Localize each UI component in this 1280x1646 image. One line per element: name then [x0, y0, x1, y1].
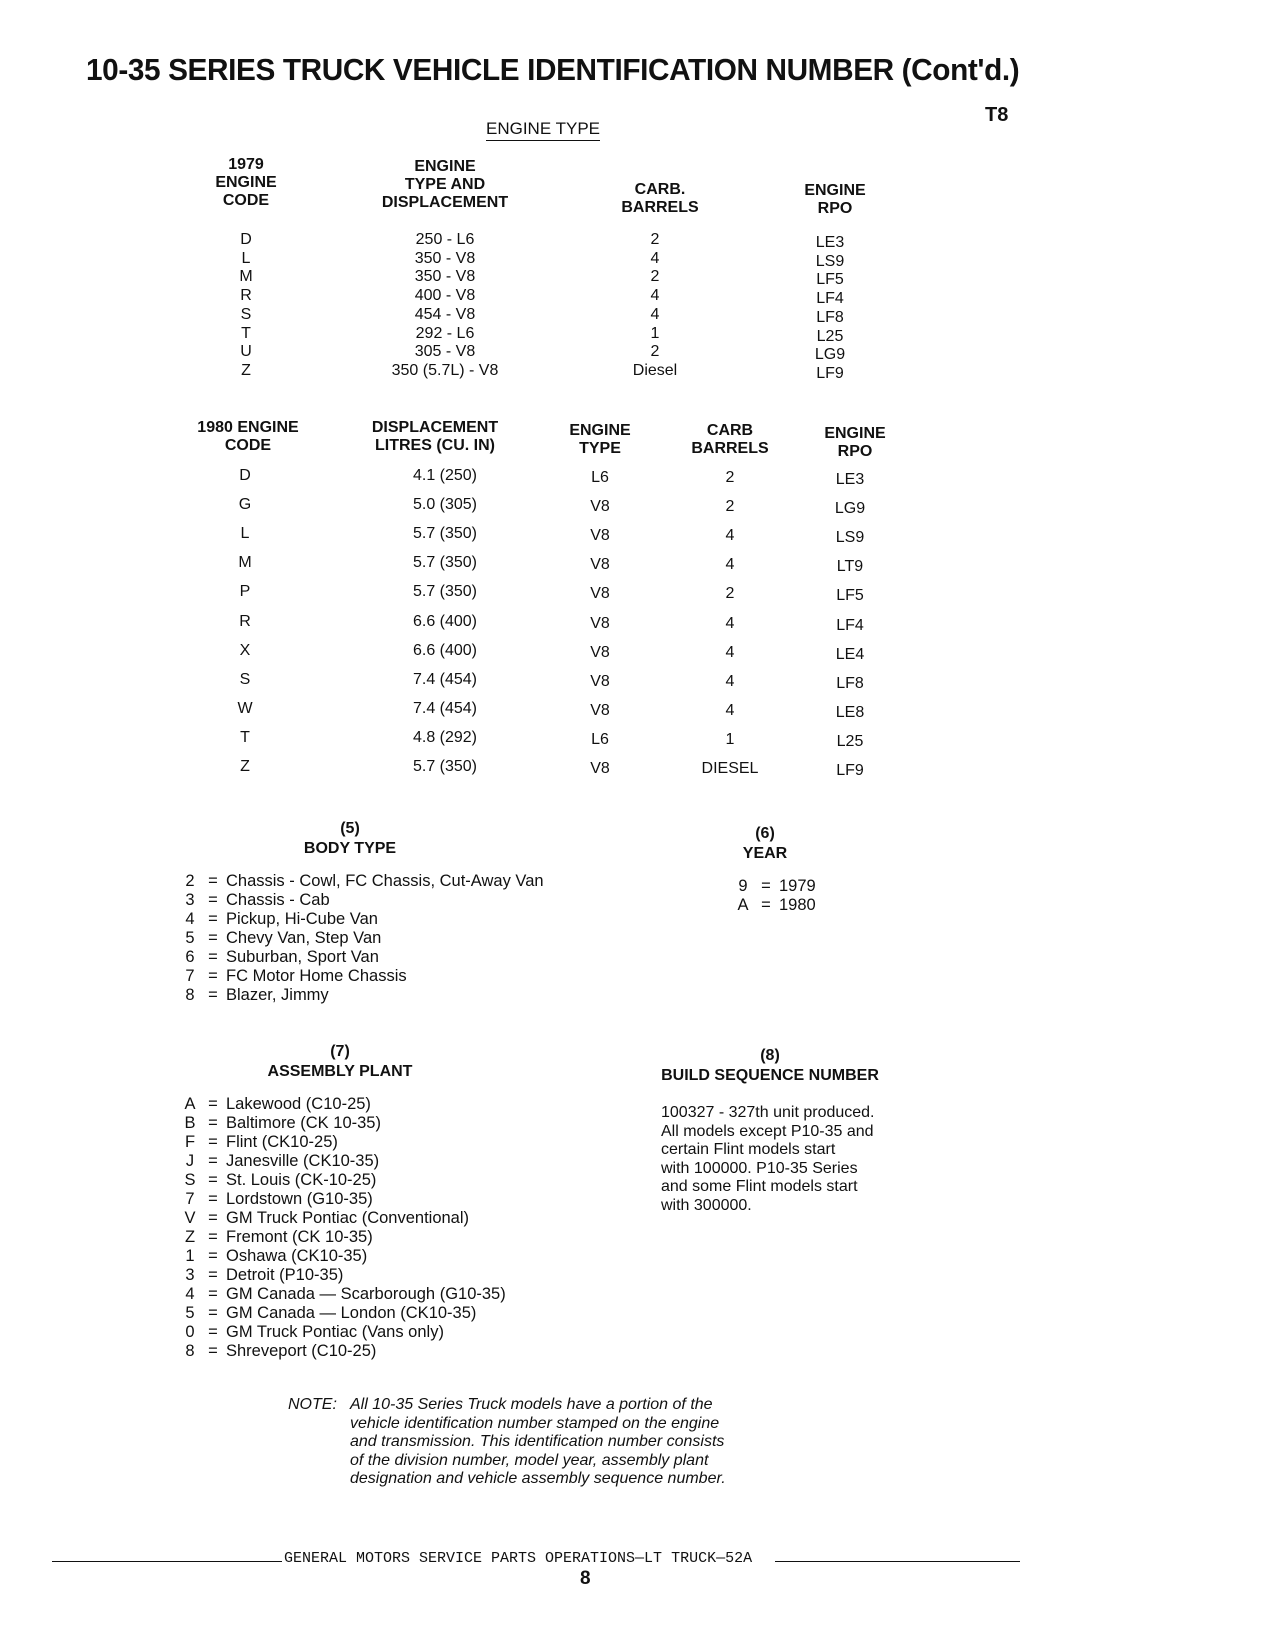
body-type-list	[180, 872, 544, 1005]
year-title: YEAR	[742, 845, 788, 862]
equals-sign: =	[208, 1266, 218, 1284]
list-item-value: St. Louis (CK-10-25)	[226, 1171, 377, 1189]
engine-type-cell: V8	[590, 614, 610, 632]
list-item-key: 7	[185, 967, 195, 985]
engine-rpo-cell: LF4	[816, 290, 844, 308]
list-item-value: Chassis - Cowl, FC Chassis, Cut-Away Van	[226, 872, 544, 890]
displacement-cell: 4.1 (250)	[412, 467, 478, 484]
engine-type-cell: V8	[590, 498, 610, 516]
list-item-value: Fremont (CK 10-35)	[226, 1228, 373, 1246]
carb-barrels-cell: 4	[725, 643, 735, 661]
list-item-key: 4	[185, 1285, 195, 1303]
displacement-cell: 4.8 (292)	[412, 728, 478, 746]
header-1980-carb: CARB BARRELS	[691, 422, 769, 457]
list-item	[180, 1285, 506, 1304]
equals-sign: =	[208, 929, 218, 947]
list-item-value: FC Motor Home Chassis	[226, 967, 407, 985]
carb-barrels-cell: 2	[725, 498, 735, 516]
list-item-value: Chevy Van, Step Van	[226, 929, 382, 947]
engine-code-cell: R	[239, 612, 251, 630]
list-item-value: GM Canada — London (CK10-35)	[226, 1304, 477, 1322]
engine-code-cell: D	[239, 467, 251, 484]
equals-sign: =	[761, 896, 771, 914]
engine-code-cell: W	[237, 699, 253, 717]
assembly-plant-list	[180, 1095, 506, 1361]
list-item	[180, 1323, 506, 1342]
engine-code-cell: T	[241, 324, 251, 342]
note-label: NOTE:	[288, 1396, 337, 1413]
year-list	[733, 877, 816, 915]
list-item-value: Blazer, Jimmy	[226, 986, 329, 1004]
list-item	[180, 1304, 506, 1323]
list-item-key: 8	[185, 986, 195, 1004]
list-item-key: 0	[185, 1323, 195, 1341]
body-type-heading	[255, 819, 445, 859]
list-item-value: 1979	[779, 877, 816, 895]
engine-type-cell: V8	[590, 701, 610, 719]
year-heading	[715, 824, 815, 864]
list-item	[180, 1095, 506, 1114]
list-item	[180, 1190, 506, 1209]
engine-type-cell: L6	[591, 730, 609, 748]
carb-barrels-cell: 4	[725, 701, 735, 719]
engine-rpo-cell: L25	[816, 327, 844, 345]
page-number: 8	[580, 1568, 591, 1589]
list-item-key: 5	[185, 1304, 195, 1322]
list-item	[180, 1114, 506, 1133]
engine-type-cell: 454 - V8	[414, 305, 476, 323]
carb-barrels-cell: 4	[650, 249, 660, 267]
engine-code-cell: X	[239, 641, 251, 659]
list-item-key: 8	[185, 1342, 195, 1360]
engine-type-cell: V8	[590, 643, 610, 661]
list-item	[733, 877, 816, 896]
list-item-value: Oshawa (CK10-35)	[226, 1247, 368, 1265]
list-item-value: Janesville (CK10-35)	[226, 1152, 380, 1170]
note	[288, 1396, 726, 1489]
engine-type-cell: 350 - V8	[414, 268, 476, 286]
equals-sign: =	[208, 1171, 218, 1189]
engine-rpo-cell: LT9	[836, 558, 864, 576]
equals-sign: =	[761, 877, 771, 895]
engine-type-heading: ENGINE TYPE	[486, 119, 600, 141]
list-item-key: 3	[185, 891, 195, 909]
list-item-key: Z	[184, 1228, 196, 1246]
equals-sign: =	[208, 1209, 218, 1227]
engine-type-cell: L6	[591, 469, 609, 486]
list-item	[733, 896, 816, 915]
list-item-key: 9	[738, 877, 748, 895]
engine-code-cell: Z	[241, 361, 251, 379]
engine-type-cell: 350 - V8	[414, 249, 476, 267]
displacement-cell: 5.0 (305)	[412, 496, 478, 514]
engine-code-cell: G	[238, 496, 252, 514]
engine-rpo-cell: LE3	[815, 234, 845, 251]
engine-rpo-cell: LF5	[816, 271, 844, 289]
header-1980-code: 1980 ENGINE CODE	[197, 419, 299, 454]
engine-type-cell: 350 (5.7L) - V8	[391, 361, 499, 379]
build-sequence-title: BUILD SEQUENCE NUMBER	[661, 1067, 879, 1084]
list-item-value: 1980	[779, 896, 816, 914]
engine-code-cell: M	[238, 554, 252, 572]
carb-barrels-cell: 4	[650, 305, 660, 323]
header-1979-carb: CARB. BARRELS	[621, 181, 699, 216]
note-text: All 10-35 Series Truck models have a portion of the vehicle identification number stamped on the engine and transmission. This identification number consists of the division number, model year, assembly plant designation and vehicle assembly sequence number.	[350, 1396, 726, 1487]
carb-barrels-cell: 4	[725, 614, 735, 632]
engine-code-cell: Z	[240, 758, 250, 775]
equals-sign: =	[208, 1152, 218, 1170]
engine-rpo-cell: LG9	[814, 346, 846, 364]
carb-barrels-cell: 2	[650, 231, 660, 248]
list-item-key: 6	[185, 948, 195, 966]
header-1979-type: ENGINE TYPE AND DISPLACEMENT	[381, 158, 509, 211]
list-item	[180, 872, 544, 891]
engine-rpo-cell: LE8	[835, 703, 865, 721]
engine-type-cell: 305 - V8	[414, 343, 476, 361]
list-item	[180, 1209, 506, 1228]
carb-barrels-cell: DIESEL	[701, 760, 759, 777]
list-item	[180, 1152, 506, 1171]
equals-sign: =	[208, 986, 218, 1004]
list-item-value: GM Truck Pontiac (Vans only)	[226, 1323, 444, 1341]
engine-code-cell: M	[239, 268, 253, 286]
list-item-value: Baltimore (CK 10-35)	[226, 1114, 381, 1132]
carb-barrels-cell: Diesel	[632, 361, 678, 379]
carb-barrels-cell: 1	[725, 730, 735, 748]
equals-sign: =	[208, 967, 218, 985]
displacement-cell: 5.7 (350)	[412, 758, 478, 775]
engine-rpo-cell: LF8	[816, 308, 844, 326]
engine-rpo-cell: LS9	[835, 529, 865, 547]
list-item-key: 7	[185, 1190, 195, 1208]
list-item-key: V	[184, 1209, 196, 1227]
header-1980-type: ENGINE TYPE	[569, 422, 631, 457]
list-item-value: Flint (CK10-25)	[226, 1133, 338, 1151]
list-item	[180, 1266, 506, 1285]
engine-type-cell: V8	[590, 760, 610, 777]
footer-rule-left	[52, 1561, 282, 1562]
equals-sign: =	[208, 1285, 218, 1303]
list-item-key: B	[184, 1114, 196, 1132]
list-item-key: 2	[185, 872, 195, 890]
list-item-value: Lordstown (G10-35)	[226, 1190, 373, 1208]
engine-code-cell: U	[240, 343, 252, 361]
list-item-key: 1	[185, 1247, 195, 1265]
list-item	[180, 967, 544, 986]
engine-code-cell: R	[240, 287, 252, 305]
list-item	[180, 929, 544, 948]
engine-code-cell: P	[239, 583, 251, 601]
header-1979-rpo: ENGINE RPO	[804, 182, 866, 217]
list-item-value: GM Truck Pontiac (Conventional)	[226, 1209, 470, 1227]
list-item-value: Suburban, Sport Van	[226, 948, 379, 966]
engine-code-cell: S	[239, 670, 251, 688]
equals-sign: =	[208, 1114, 218, 1132]
assembly-plant-heading	[240, 1042, 440, 1082]
carb-barrels-cell: 1	[650, 324, 660, 342]
engine-rpo-cell: LS9	[815, 252, 845, 270]
displacement-cell: 6.6 (400)	[412, 641, 478, 659]
list-item-key: A	[737, 896, 749, 914]
equals-sign: =	[208, 1228, 218, 1246]
equals-sign: =	[208, 1095, 218, 1113]
displacement-cell: 5.7 (350)	[412, 583, 478, 601]
list-item-value: Chassis - Cab	[226, 891, 330, 909]
list-item	[180, 1247, 506, 1266]
engine-rpo-cell: LF9	[816, 364, 844, 382]
engine-type-cell: 292 - L6	[415, 324, 475, 342]
list-item-key: S	[184, 1171, 196, 1189]
engine-rpo-cell: LF5	[836, 587, 864, 605]
carb-barrels-cell: 2	[650, 343, 660, 361]
engine-type-cell: V8	[590, 527, 610, 545]
list-item-value: Pickup, Hi-Cube Van	[226, 910, 378, 928]
carb-barrels-cell: 2	[650, 268, 660, 286]
equals-sign: =	[208, 1304, 218, 1322]
carb-barrels-cell: 2	[725, 585, 735, 603]
list-item-key: 5	[185, 929, 195, 947]
list-item-key: F	[184, 1133, 196, 1151]
carb-barrels-cell: 4	[725, 527, 735, 545]
equals-sign: =	[208, 1342, 218, 1360]
carb-barrels-cell: 2	[725, 469, 735, 486]
displacement-cell: 7.4 (454)	[412, 670, 478, 688]
displacement-cell: 7.4 (454)	[412, 699, 478, 717]
engine-type-cell: V8	[590, 672, 610, 690]
header-1980-displacement: DISPLACEMENT LITRES (CU. IN)	[371, 419, 499, 454]
equals-sign: =	[208, 1247, 218, 1265]
header-1979-code: 1979 ENGINE CODE	[215, 156, 277, 209]
list-item-value: Shreveport (C10-25)	[226, 1342, 377, 1360]
body-type-number: (5)	[340, 820, 360, 837]
page-id: T8	[985, 104, 1009, 126]
list-item	[180, 986, 544, 1005]
list-item	[180, 948, 544, 967]
engine-code-cell: S	[240, 305, 252, 323]
engine-code-cell: L	[241, 249, 251, 267]
displacement-cell: 5.7 (350)	[412, 525, 478, 543]
equals-sign: =	[208, 891, 218, 909]
carb-barrels-cell: 4	[725, 556, 735, 574]
list-item-value: Detroit (P10-35)	[226, 1266, 344, 1284]
list-item-value: Lakewood (C10-25)	[226, 1095, 371, 1113]
assembly-plant-number: (7)	[330, 1043, 350, 1060]
engine-type-cell: V8	[590, 585, 610, 603]
displacement-cell: 5.7 (350)	[412, 554, 478, 572]
equals-sign: =	[208, 910, 218, 928]
engine-code-cell: T	[240, 728, 250, 746]
carb-barrels-cell: 4	[725, 672, 735, 690]
engine-rpo-cell: LF4	[836, 616, 864, 634]
engine-rpo-cell: LF9	[836, 762, 864, 779]
list-item-key: A	[184, 1095, 196, 1113]
engine-type-cell: V8	[590, 556, 610, 574]
engine-rpo-cell: LF8	[836, 674, 864, 692]
assembly-plant-title: ASSEMBLY PLANT	[267, 1063, 413, 1080]
page-title: 10-35 SERIES TRUCK VEHICLE IDENTIFICATION NUMBER (Cont'd.)	[86, 52, 1020, 87]
engine-code-cell: D	[240, 231, 252, 248]
build-sequence-number: (8)	[760, 1047, 780, 1064]
list-item-key: J	[185, 1152, 195, 1170]
list-item	[180, 910, 544, 929]
list-item	[180, 1171, 506, 1190]
equals-sign: =	[208, 872, 218, 890]
carb-barrels-cell: 4	[650, 287, 660, 305]
engine-rpo-cell: LE3	[835, 471, 865, 488]
list-item-key: 3	[185, 1266, 195, 1284]
body-type-title: BODY TYPE	[303, 840, 397, 857]
engine-rpo-cell: LG9	[834, 500, 866, 518]
build-sequence-text: 100327 - 327th unit produced. All models except P10-35 and certain Flint models start with 100000. P10-35 Series and some Flint models start with 300000.	[661, 1104, 875, 1214]
engine-type-cell: 400 - V8	[414, 287, 476, 305]
footer-rule-right	[775, 1561, 1020, 1562]
list-item	[180, 1342, 506, 1361]
list-item-value: GM Canada — Scarborough (G10-35)	[226, 1285, 506, 1303]
equals-sign: =	[208, 1133, 218, 1151]
engine-type-cell: 250 - L6	[415, 231, 475, 248]
displacement-cell: 6.6 (400)	[412, 612, 478, 630]
footer-text: GENERAL MOTORS SERVICE PARTS OPERATIONS—LT TRUCK—52A	[284, 1550, 753, 1567]
list-item-key: 4	[185, 910, 195, 928]
list-item	[180, 1228, 506, 1247]
equals-sign: =	[208, 1190, 218, 1208]
header-1980-rpo: ENGINE RPO	[824, 425, 886, 460]
engine-rpo-cell: L25	[836, 732, 864, 750]
engine-rpo-cell: LE4	[835, 645, 865, 663]
equals-sign: =	[208, 948, 218, 966]
list-item	[180, 1133, 506, 1152]
list-item	[180, 891, 544, 910]
equals-sign: =	[208, 1323, 218, 1341]
engine-code-cell: L	[240, 525, 250, 543]
year-number: (6)	[755, 825, 775, 842]
build-sequence-heading	[650, 1046, 890, 1086]
